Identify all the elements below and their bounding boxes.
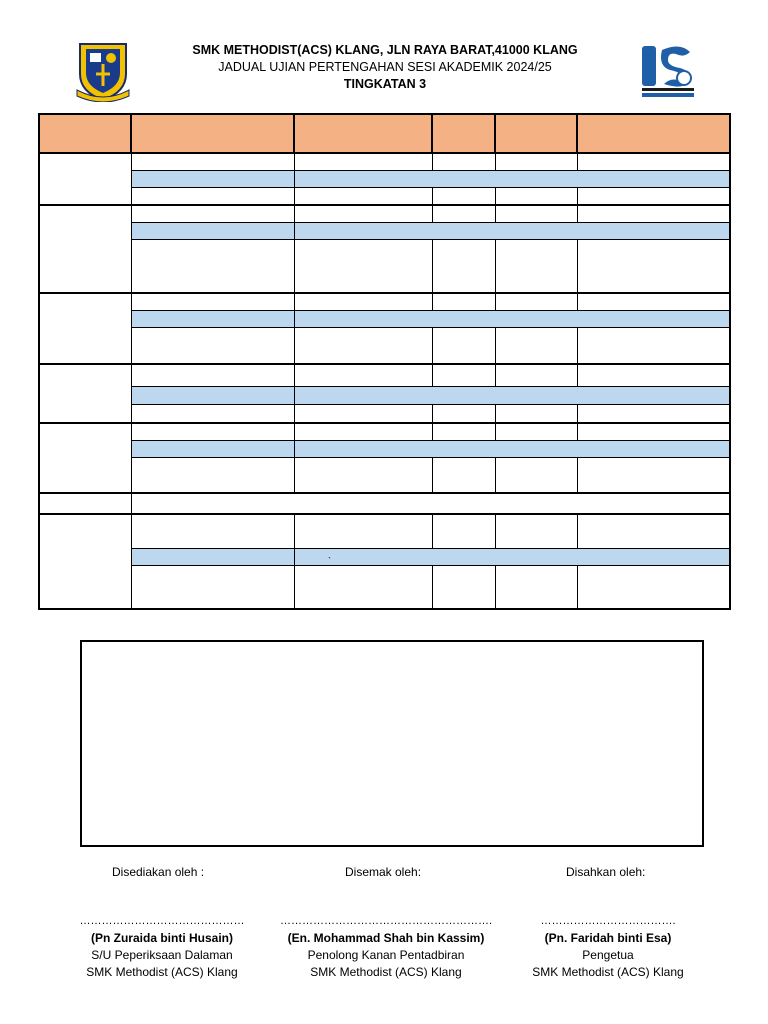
- checked-by-label: Disemak oleh:: [345, 865, 422, 879]
- table-row: [39, 188, 730, 205]
- table-row: [39, 293, 730, 310]
- signatory-name: (Pn Zuraida binti Husain): [90, 931, 233, 945]
- table-row: [39, 240, 730, 293]
- signature-block-prepared: [72, 913, 252, 981]
- table-row: [39, 328, 730, 365]
- day-cell: [39, 293, 131, 365]
- table-row: [39, 153, 730, 170]
- signature-line: ………………………………………………….: [279, 915, 493, 927]
- signatory-name: (Pn. Faridah binti Esa): [544, 931, 672, 945]
- header-cell: [577, 114, 730, 153]
- signature-line: ………………………………………: [79, 915, 245, 927]
- day-cell: [39, 493, 131, 513]
- table-row: [39, 404, 730, 422]
- signature-block-checked: [272, 913, 500, 981]
- signatory-role: S/U Peperiksaan Dalaman: [91, 948, 233, 962]
- table-row: [39, 364, 730, 387]
- break-row: [39, 222, 730, 239]
- table-row: [39, 205, 730, 222]
- break-row: [39, 170, 730, 187]
- signatory-role: Penolong Kanan Pentadbiran: [307, 948, 465, 962]
- header-cell: [294, 114, 432, 153]
- exam-schedule-table: [38, 113, 731, 610]
- day-cell: [39, 205, 131, 293]
- day-cell: [39, 423, 131, 494]
- table-row: [39, 423, 730, 440]
- day-cell: [39, 364, 131, 422]
- break-mark: `: [328, 556, 331, 566]
- program-logo: [640, 42, 696, 100]
- header-cell: [39, 114, 131, 153]
- prepared-by-label: Disediakan oleh :: [112, 865, 205, 879]
- break-row: [39, 387, 730, 404]
- table-header-row: [39, 114, 730, 153]
- table-row: [39, 458, 730, 494]
- signature-line: ……………………………….: [540, 915, 676, 927]
- school-crest-logo: [74, 40, 132, 102]
- day-cell: [39, 153, 131, 205]
- day-cell: [39, 514, 131, 609]
- break-row: [39, 310, 730, 327]
- signatory-org: SMK Methodist (ACS) Klang: [310, 965, 462, 979]
- document-title: JADUAL UJIAN PERTENGAHAN SESI AKADEMIK 2024/25: [218, 60, 552, 74]
- notes-box: [80, 640, 704, 847]
- school-name: SMK METHODIST(ACS) KLANG, JLN RAYA BARAT,41000 KLANG: [192, 43, 578, 57]
- table-row: [39, 514, 730, 549]
- break-row: [39, 440, 730, 457]
- header-cell: [495, 114, 577, 153]
- break-row: [39, 549, 730, 566]
- approved-by-label: Disahkan oleh:: [566, 865, 646, 879]
- form-level: TINGKATAN 3: [343, 77, 427, 91]
- signatory-name: (En. Mohammad Shah bin Kassim): [287, 931, 485, 945]
- table-row: [39, 566, 730, 609]
- table-row: [39, 493, 730, 513]
- signatory-org: SMK Methodist (ACS) Klang: [86, 965, 238, 979]
- signatory-org: SMK Methodist (ACS) Klang: [532, 965, 684, 979]
- header-cell: [432, 114, 495, 153]
- header-cell: [131, 114, 294, 153]
- signatory-role: Pengetua: [582, 948, 634, 962]
- signature-block-approved: [518, 913, 698, 981]
